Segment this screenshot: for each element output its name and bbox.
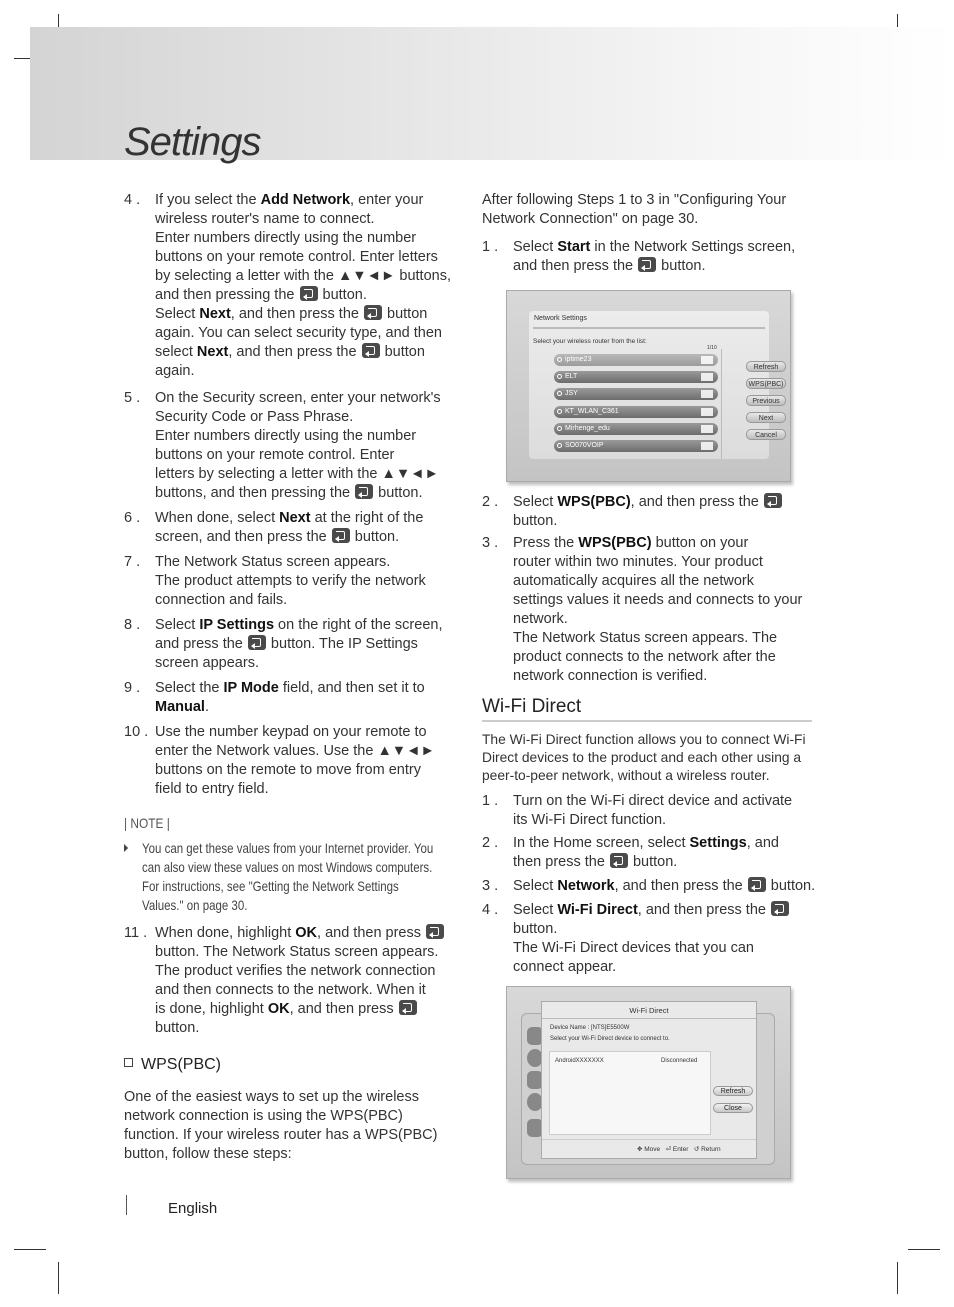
wd-title-rule <box>542 1018 756 1019</box>
text-line: network. <box>513 611 568 628</box>
step-body <box>513 901 790 977</box>
enter-button-icon <box>638 257 656 272</box>
wd-refresh-button[interactable]: Refresh <box>713 1086 753 1096</box>
network-row[interactable] <box>554 406 718 418</box>
text-line: The Wi-Fi Direct function allows you to connect Wi-Fi <box>482 732 806 747</box>
enter-button-icon <box>399 1000 417 1015</box>
step-number: 7 . <box>124 554 141 571</box>
text-line: Select Network, and then press the button. <box>513 877 816 894</box>
enter-button-icon <box>332 528 350 543</box>
enter-button-icon <box>764 493 782 508</box>
bold-term: Settings <box>689 835 747 852</box>
network-row[interactable] <box>554 354 718 366</box>
step-number: 2 . <box>482 494 499 510</box>
radio-icon <box>557 443 562 448</box>
text-line: button, follow these steps: <box>124 1146 292 1162</box>
bold-term: Manual <box>155 699 205 716</box>
text-line: screen, and then press the button. <box>155 529 400 546</box>
network-settings-screenshot <box>506 290 791 482</box>
text-line: select Next, and then press the button <box>155 344 425 360</box>
text-line: When done, select Next at the right of the <box>155 510 424 527</box>
text-line: and then pressing the button. <box>155 287 367 303</box>
text-line: Security Code or Pass Phrase. <box>155 408 354 425</box>
text-line: and then connects to the network. When it <box>155 982 426 998</box>
wd-footer-move: Move <box>644 1146 661 1153</box>
bold-term: Wi-Fi Direct <box>557 902 638 918</box>
step-body <box>155 389 441 503</box>
bold-term: IP Settings <box>199 617 275 634</box>
text-line: again. You can select security type, and then <box>155 325 442 341</box>
bold-term: Next <box>199 306 231 322</box>
network-name: JSY <box>565 390 578 398</box>
wd-device-status: Disconnected <box>661 1058 698 1064</box>
text-line: and press the button. The IP Settings <box>155 636 418 653</box>
text-line: For instructions, see "Getting the Network Settings <box>142 878 399 894</box>
network-row[interactable] <box>554 371 718 383</box>
right-intro <box>482 191 822 229</box>
page-title: Settings <box>124 120 261 164</box>
text-line: The Network Status screen appears. The <box>513 630 778 647</box>
wd-close-button[interactable]: Close <box>713 1103 753 1113</box>
step-body <box>155 924 445 1038</box>
network-row[interactable] <box>554 440 718 452</box>
checkbox-icon <box>124 1058 133 1067</box>
wd-prompt: Select your Wi-Fi Direct device to connect to. <box>550 1036 670 1042</box>
ns-cancel-button[interactable]: Cancel <box>746 429 786 440</box>
text-line: again. <box>155 363 195 379</box>
text-line: then press the button. <box>513 854 678 871</box>
text-line: buttons on the remote to move from entry <box>155 762 421 779</box>
signal-icon <box>701 408 713 416</box>
bold-term: WPS(PBC) <box>578 535 652 552</box>
radio-icon <box>557 409 562 414</box>
text-line: settings values it needs and connects to your <box>513 592 803 609</box>
wd-device-list <box>549 1051 711 1135</box>
network-row[interactable] <box>554 423 718 435</box>
text-line: If you select the Add Network, enter your <box>155 192 424 208</box>
network-name: iptime23 <box>565 356 592 363</box>
text-line: product connects to the network after the <box>513 649 776 666</box>
text-line: Select Next, and then press the button <box>155 306 428 322</box>
bold-term: Add Network <box>260 192 351 208</box>
footer-language: English <box>168 1200 218 1217</box>
return-icon: ↺ <box>693 1146 700 1153</box>
step-body <box>513 238 795 276</box>
move-icon: ✥ <box>637 1146 643 1153</box>
step-body <box>513 877 815 896</box>
network-row[interactable] <box>554 388 718 400</box>
ns-previous-button[interactable]: Previous <box>746 395 786 406</box>
bold-term: WPS(PBC) <box>557 494 631 510</box>
ns-prompt: Select your wireless router from the list: <box>533 338 647 345</box>
wd-title: Wi-Fi Direct <box>629 1006 669 1015</box>
step-number: 4 . <box>124 192 141 208</box>
text-line: connection and fails. <box>155 592 288 609</box>
enter-button-icon <box>748 877 766 892</box>
section-rule <box>482 720 812 722</box>
ns-title: Network Settings <box>534 315 587 322</box>
step-number: 10 . <box>124 724 149 741</box>
network-name: SO070VOIP <box>565 442 604 449</box>
step-number: 4 . <box>482 902 499 918</box>
text-line: peer-to-peer network, without a wireless router. <box>482 768 770 783</box>
step-body <box>513 834 779 872</box>
signal-icon <box>701 356 713 364</box>
radio-icon <box>557 426 562 431</box>
text-line: button. <box>513 921 558 937</box>
bold-term: OK <box>267 1001 290 1017</box>
text-line: Select Wi-Fi Direct, and then press the <box>513 901 790 920</box>
text-line: After following Steps 1 to 3 in "Configuring Your <box>482 192 787 208</box>
wd-footer <box>637 1145 721 1153</box>
text-line: function. If your wireless router has a WPS(PBC) <box>124 1127 438 1143</box>
wd-footer-rule <box>542 1139 756 1140</box>
network-settings-panel <box>529 311 784 459</box>
wifi-direct-dialog <box>541 1001 757 1159</box>
radio-icon <box>557 374 562 379</box>
ns-page: 1/10 <box>707 345 717 351</box>
signal-icon <box>701 442 713 450</box>
network-name: KT_WLAN_C361 <box>565 407 619 415</box>
step-body <box>513 534 802 686</box>
bold-term: Network <box>557 877 615 894</box>
enter-button-icon <box>610 853 628 868</box>
note-label: | NOTE | <box>124 815 170 831</box>
crop-mark <box>58 1262 59 1294</box>
step-body <box>155 723 435 799</box>
text-line: Direct devices to the product and each other using a <box>482 750 802 765</box>
signal-icon <box>701 373 713 381</box>
text-line: button. <box>513 513 558 529</box>
step-body <box>155 509 423 547</box>
step-number: 3 . <box>482 535 499 552</box>
enter-button-icon <box>248 635 266 650</box>
footer-bar <box>126 1195 127 1215</box>
text-line: Select the IP Mode field, and then set it to <box>155 680 425 697</box>
signal-icon <box>701 390 713 398</box>
text-line: is done, highlight OK, and then press <box>155 1000 445 1019</box>
wd-footer-enter: Enter <box>672 1146 689 1153</box>
wifi-intro <box>482 731 822 785</box>
text-line: Enter numbers directly using the number <box>155 230 417 246</box>
text-line: wireless router's name to connect. <box>155 211 375 227</box>
text-line: Network Connection" on page 30. <box>482 211 699 227</box>
crop-mark <box>908 1249 940 1250</box>
ns-wpspbc-button[interactable]: WPS(PBC) <box>746 378 786 389</box>
text-line: field to entry field. <box>155 781 269 798</box>
text-line: On the Security screen, enter your network's <box>155 389 441 406</box>
bold-term: Next <box>279 510 311 527</box>
step-number: 5 . <box>124 389 141 406</box>
enter-button-icon <box>426 924 444 939</box>
text-line: enter the Network values. Use the ▲▼◄► <box>155 743 435 760</box>
radio-icon <box>557 357 562 362</box>
bold-term: IP Mode <box>223 680 279 697</box>
text-line: Select IP Settings on the right of the screen, <box>155 617 443 634</box>
text-line: The Wi-Fi Direct devices that you can <box>513 940 754 956</box>
ns-next-button[interactable]: Next <box>746 412 786 423</box>
enter-button-icon <box>300 286 318 301</box>
bold-term: Start <box>557 239 591 255</box>
enter-button-icon <box>364 305 382 320</box>
text-line: The product verifies the network connection <box>155 963 436 979</box>
bold-term: OK <box>295 925 318 941</box>
ns-refresh-button[interactable]: Refresh <box>746 361 786 372</box>
crop-mark <box>897 1262 898 1294</box>
text-line: screen appears. <box>155 655 259 672</box>
text-line: When done, highlight OK, and then press <box>155 924 445 943</box>
text-line: buttons on your remote control. Enter letters <box>155 249 438 265</box>
text-line: letters by selecting a letter with the ▲▼◄► <box>155 465 439 482</box>
text-line: Values." on page 30. <box>142 897 248 913</box>
text-line: buttons, and then pressing the button. <box>155 484 423 501</box>
wifi-direct-title: Wi-Fi Direct <box>482 696 582 717</box>
network-name: ELT <box>565 373 578 381</box>
text-line: Turn on the Wi-Fi direct device and activate <box>513 793 793 809</box>
step-body <box>513 493 783 531</box>
text-line: its Wi-Fi Direct function. <box>513 812 667 828</box>
text-line: You can get these values from your Internet provider. You <box>142 840 434 856</box>
signal-icon <box>701 425 713 433</box>
text-line: One of the easiest ways to set up the wireless <box>124 1089 419 1105</box>
text-line: automatically acquires all the network <box>513 573 754 590</box>
wd-device[interactable]: AndroidXXXXXXX <box>555 1058 604 1064</box>
text-line: Enter numbers directly using the number <box>155 427 417 444</box>
text-line: can also view these values on most Windows computers. <box>142 859 433 875</box>
text-line: and then press the button. <box>513 258 706 274</box>
enter-button-icon <box>362 343 380 358</box>
wps-intro <box>124 1088 464 1164</box>
note-body <box>124 839 452 915</box>
text-line: button. <box>155 1020 200 1036</box>
step-body <box>155 553 426 610</box>
wd-footer-return: Return <box>701 1146 721 1153</box>
step-body <box>155 616 442 673</box>
enter-button-icon <box>355 484 373 499</box>
step-number: 1 . <box>482 239 499 255</box>
text-line: network connection is verified. <box>513 668 708 685</box>
step-number: 9 . <box>124 680 141 697</box>
network-name: Mirhenge_edu <box>565 424 610 432</box>
text-line: by selecting a letter with the ▲▼◄► buttons, <box>155 268 451 284</box>
step-number: 1 . <box>482 793 499 809</box>
text-line: Use the number keypad on your remote to <box>155 724 427 741</box>
ns-title-rule <box>533 327 765 329</box>
text-line: connect appear. <box>513 959 617 975</box>
text-line: Select Start in the Network Settings screen, <box>513 239 796 255</box>
crop-mark <box>14 1249 46 1250</box>
wps-heading-label: WPS(PBC) <box>141 1056 221 1073</box>
wps-heading <box>124 1056 221 1074</box>
enter-button-icon <box>771 901 789 916</box>
step-body <box>513 792 792 830</box>
radio-icon <box>557 391 562 396</box>
step-number: 2 . <box>482 835 499 852</box>
text-line: router within two minutes. Your product <box>513 554 763 571</box>
text-line: The product attempts to verify the network <box>155 573 426 590</box>
step-body <box>155 679 425 717</box>
text-line: In the Home screen, select Settings, and <box>513 835 779 852</box>
step-number: 11 . <box>124 925 148 941</box>
bold-term: Next <box>196 344 229 360</box>
step-number: 8 . <box>124 617 141 634</box>
text-line: buttons on your remote control. Enter <box>155 446 395 463</box>
step-number: 6 . <box>124 510 141 527</box>
wifi-direct-screenshot <box>506 986 791 1179</box>
note-bullet-icon <box>124 844 128 852</box>
wd-device-name: Device Name : [NTS]E5500W <box>550 1025 630 1031</box>
text-line: Press the WPS(PBC) button on your <box>513 535 749 552</box>
text-line: Manual. <box>155 699 209 716</box>
enter-small-icon: ⏎ <box>665 1146 672 1153</box>
text-line: Select WPS(PBC), and then press the <box>513 493 783 512</box>
step-number: 3 . <box>482 877 499 894</box>
text-line: The Network Status screen appears. <box>155 554 391 571</box>
text-line: network connection is using the WPS(PBC) <box>124 1108 403 1124</box>
text-line: button. The Network Status screen appears. <box>155 944 439 960</box>
step-body <box>155 191 451 381</box>
